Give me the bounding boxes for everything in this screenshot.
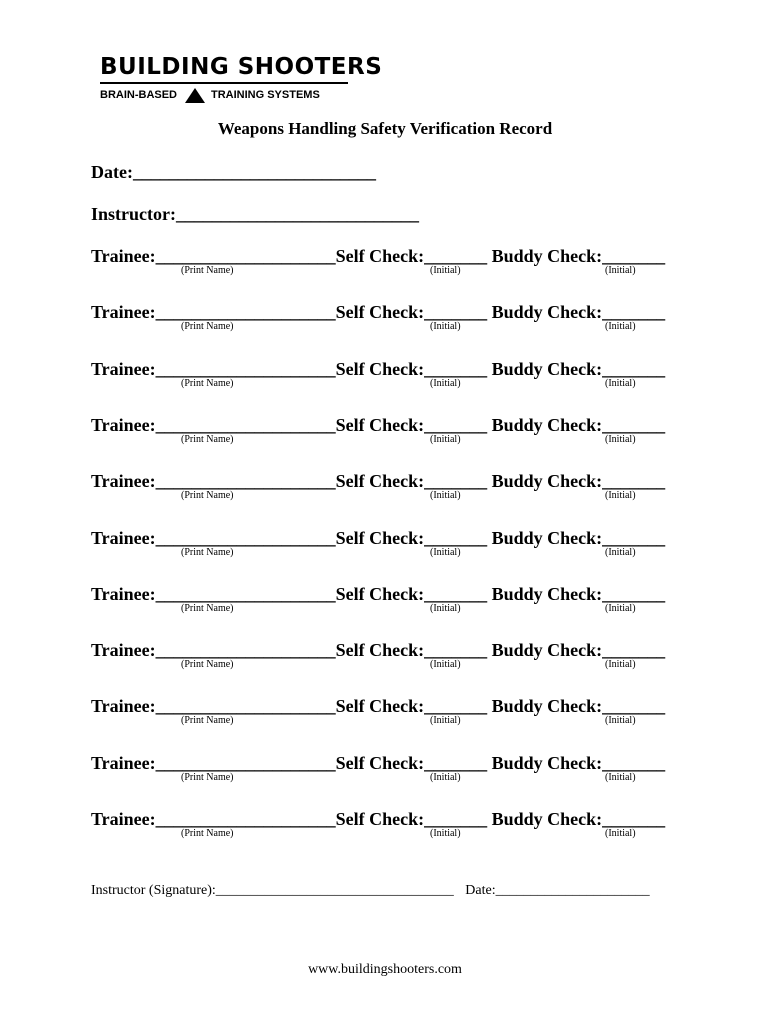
buddy-check-initial-caption: (Initial) <box>605 828 636 839</box>
self-check-initial-caption: (Initial) <box>430 715 461 727</box>
trainee-row[interactable] <box>91 583 671 623</box>
self-check-initial-caption: (Initial) <box>430 490 461 502</box>
trainee-line[interactable]: Trainee:____________________Self Check:_______ Buddy Check:_______ <box>91 527 666 548</box>
print-name-caption: (Print Name) <box>181 321 234 333</box>
buddy-check-initial-caption: (Initial) <box>605 546 636 558</box>
trainee-row[interactable] <box>91 358 671 398</box>
trainee-row[interactable] <box>91 808 671 848</box>
trainee-line[interactable]: Trainee:____________________Self Check:_______ Buddy Check:_______ <box>91 809 666 829</box>
trainee-line[interactable]: Trainee:____________________Self Check:_______ Buddy Check:_______ <box>91 471 666 492</box>
trainee-row[interactable] <box>91 752 671 792</box>
buddy-check-initial-caption: (Initial) <box>605 659 636 671</box>
self-check-initial-caption: (Initial) <box>430 377 461 389</box>
signature-line[interactable] <box>91 883 650 899</box>
buddy-check-initial-caption: (Initial) <box>605 433 636 445</box>
print-name-caption: (Print Name) <box>181 828 234 839</box>
self-check-initial-caption: (Initial) <box>430 433 461 445</box>
trainee-line[interactable]: Trainee:____________________Self Check:_______ Buddy Check:_______ <box>91 640 666 661</box>
print-name-caption: (Print Name) <box>181 265 234 276</box>
print-name-caption: (Print Name) <box>181 433 234 445</box>
date-label: Date: <box>91 162 133 182</box>
buddy-check-initial-caption: (Initial) <box>605 377 636 389</box>
buddy-check-initial-caption: (Initial) <box>605 490 636 502</box>
date-field[interactable] <box>91 162 376 183</box>
buddy-check-initial-caption: (Initial) <box>605 602 636 614</box>
buddy-check-initial-caption: (Initial) <box>605 771 636 783</box>
date-blank[interactable]: ___________________________ <box>132 162 376 182</box>
page-title: Weapons Handling Safety Verification Record <box>217 119 553 138</box>
self-check-initial-caption: (Initial) <box>430 659 461 671</box>
trainee-row[interactable] <box>91 527 671 567</box>
print-name-caption: (Print Name) <box>181 715 234 727</box>
logo-tagline-right: TRAINING SYSTEMS <box>211 89 320 101</box>
logo-title: BUILDING SHOOTERS <box>100 54 383 80</box>
logo <box>100 54 383 103</box>
self-check-initial-caption: (Initial) <box>430 546 461 558</box>
logo-divider <box>100 82 348 84</box>
trainee-row[interactable] <box>91 301 671 341</box>
print-name-caption: (Print Name) <box>181 602 234 614</box>
trainee-line[interactable]: Trainee:____________________Self Check:_______ Buddy Check:_______ <box>91 246 666 266</box>
footer-url: www.buildingshooters.com <box>308 962 462 977</box>
self-check-initial-caption: (Initial) <box>430 828 461 839</box>
instructor-blank[interactable]: ___________________________ <box>175 204 419 224</box>
print-name-caption: (Print Name) <box>181 546 234 558</box>
buddy-check-initial-caption: (Initial) <box>605 321 636 333</box>
print-name-caption: (Print Name) <box>181 490 234 502</box>
triangle-icon <box>185 88 205 103</box>
print-name-caption: (Print Name) <box>181 377 234 389</box>
trainee-row[interactable] <box>91 639 671 679</box>
trainee-line[interactable]: Trainee:____________________Self Check:_______ Buddy Check:_______ <box>91 302 666 323</box>
self-check-initial-caption: (Initial) <box>430 265 461 276</box>
logo-tagline <box>100 88 350 103</box>
trainee-line[interactable]: Trainee:____________________Self Check:_______ Buddy Check:_______ <box>91 696 666 717</box>
trainee-row[interactable] <box>91 414 671 454</box>
self-check-initial-caption: (Initial) <box>430 602 461 614</box>
trainee-line[interactable]: Trainee:____________________Self Check:_______ Buddy Check:_______ <box>91 358 666 379</box>
instructor-label: Instructor: <box>91 204 176 224</box>
trainee-line[interactable]: Trainee:____________________Self Check:_______ Buddy Check:_______ <box>91 414 666 435</box>
trainee-line[interactable]: Trainee:____________________Self Check:_______ Buddy Check:_______ <box>91 752 666 773</box>
self-check-initial-caption: (Initial) <box>430 771 461 783</box>
buddy-check-initial-caption: (Initial) <box>605 265 636 276</box>
print-name-caption: (Print Name) <box>181 659 234 671</box>
buddy-check-initial-caption: (Initial) <box>605 715 636 727</box>
self-check-initial-caption: (Initial) <box>430 321 461 333</box>
instructor-signature-field[interactable]: Instructor (Signature):__________________________________ <box>91 883 454 898</box>
trainee-row[interactable] <box>91 470 671 510</box>
trainee-line[interactable]: Trainee:____________________Self Check:_______ Buddy Check:_______ <box>91 583 666 604</box>
instructor-field[interactable] <box>91 204 419 225</box>
logo-tagline-left: BRAIN-BASED <box>100 89 177 101</box>
trainee-row[interactable] <box>91 245 671 285</box>
trainee-row[interactable] <box>91 695 671 735</box>
signature-date-field[interactable]: Date:______________________ <box>465 883 650 898</box>
print-name-caption: (Print Name) <box>181 771 234 783</box>
